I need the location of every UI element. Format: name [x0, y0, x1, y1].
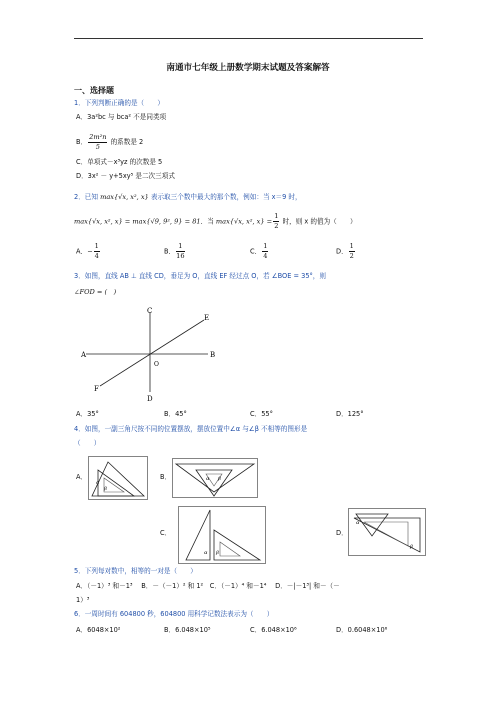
q3-option-b: B．45°: [164, 410, 187, 418]
q2-option-d: D． $\frac{1}{2}$: [336, 242, 354, 260]
header-rule: [74, 38, 423, 39]
q6-option-c: C．6.048×10⁶: [250, 626, 297, 634]
q3-line1: 3．如图，直线 AB ⊥ 直线 CD，垂足为 O，直线 EF 经过点 O，若 ∠BOE = 35°，则: [74, 272, 326, 280]
q4-option-a-label: A．: [76, 473, 88, 481]
q2-option-a: A．− $\frac{1}{4}$: [76, 242, 99, 260]
svg-text:β: β: [410, 544, 413, 550]
line-ef: [100, 320, 204, 386]
svg-text:α: α: [96, 480, 100, 486]
q3-option-a: A．35°: [76, 410, 99, 418]
q4-figure-c: [178, 506, 266, 564]
q4-option-b-label: B．: [160, 473, 172, 481]
q1-option-b: B． $\frac{\text{2m²n}}{5}$ 的系数是 2: [76, 132, 144, 151]
q4-figure-a: [88, 456, 148, 500]
q6-option-d: D．0.6048×10⁶: [336, 626, 388, 634]
q2-line1: 2．已知 max{√x, x², x} 表示取三个数中最大的那个数，例如：当 x＝9 时，: [74, 193, 302, 201]
q4-line1: 4．如图，一副三角尺按不同的位置摆放，摆放位置中∠α 与∠β 不相等的图形是: [74, 425, 308, 433]
svg-text:β: β: [216, 550, 219, 556]
svg-text:α: α: [206, 476, 210, 482]
q6-option-a: A．6048×10²: [76, 626, 121, 634]
q1-option-a: A．3a²bc 与 bca² 不是同类项: [76, 113, 167, 121]
q2-option-c: C． $\frac{1}{4}$: [250, 242, 268, 260]
q3-option-c: C．55°: [250, 410, 273, 418]
q4-figure-b: [172, 458, 258, 498]
q6-option-b: B．6.048×10⁵: [164, 626, 211, 634]
svg-text:β: β: [218, 476, 221, 482]
label-c: C: [147, 307, 153, 315]
label-f: F: [94, 385, 99, 393]
q5-options: A．（－1）³ 和－1³ B．－（－1）² 和 1² C．（－1）⁴ 和－1⁴ D．－|－1³| 和－（－: [76, 582, 340, 590]
q2-half-fraction: $\frac{1}{2}$: [274, 212, 279, 230]
label-b: B: [210, 351, 216, 359]
q4-option-c-label: C．: [160, 529, 172, 537]
q3-figure: [78, 304, 228, 404]
page-title: 南通市七年级上册数学期末试题及答案解答: [166, 63, 330, 73]
q2-option-b: B． $\frac{1}{16}$: [164, 242, 185, 260]
q4-option-d-label: D．: [336, 529, 348, 537]
q6-stem: 6．一周时间有 604800 秒，604800 用科学记数法表示为（ ）: [74, 610, 274, 618]
q2-line2: max{√x, x², x} = max{√9, 9², 9} = 81．当 max{√x, x², x} = $\frac{1}{2}$ 时，则 x 的值为（ ）: [74, 212, 357, 230]
svg-text:α: α: [204, 550, 208, 556]
section-heading: 一、选择题: [74, 86, 114, 95]
q4-figure-d: [348, 508, 426, 556]
label-a: A: [81, 351, 87, 359]
q1-option-d: D．3x² － y+5xy⁵ 是二次三项式: [76, 172, 175, 180]
q1-stem: 1．下列判断正确的是（ ）: [74, 99, 164, 107]
q1-option-c: C．单项式－x³yz 的次数是 5: [76, 158, 163, 166]
q3-option-d: D．125°: [336, 410, 364, 418]
label-d: D: [147, 395, 153, 403]
svg-text:α: α: [356, 520, 360, 526]
svg-text:β: β: [104, 486, 107, 492]
label-o: O: [154, 361, 159, 368]
label-e: E: [204, 314, 210, 322]
q1-b-fraction: $\frac{\text{2m²n}}{5}$: [89, 132, 107, 151]
q5-options-cont: 1）³: [76, 596, 90, 604]
q3-line2: ∠FOD = ( ): [74, 288, 117, 296]
q4-line2: （ ）: [74, 439, 101, 447]
q5-stem: 5．下列每对数中，相等的一对是（ ）: [74, 567, 197, 575]
